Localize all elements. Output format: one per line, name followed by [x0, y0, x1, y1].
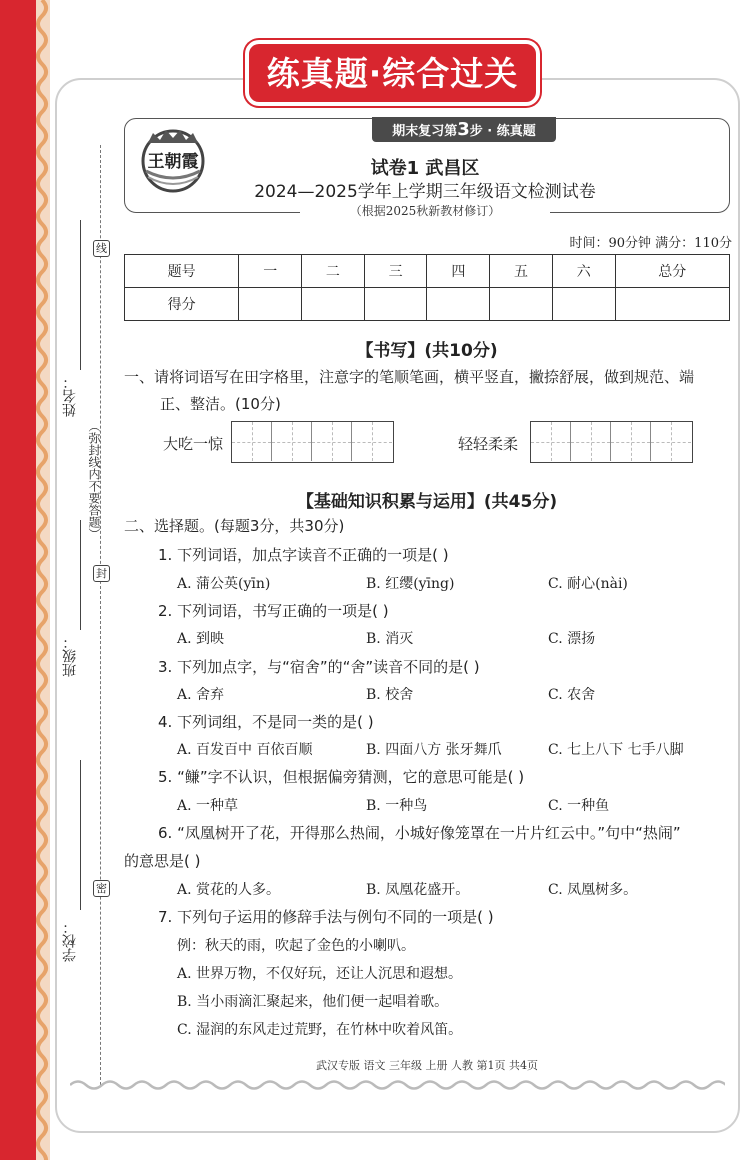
logo-text: 王朝霞 — [147, 152, 199, 172]
word2-label: 轻轻柔柔 — [458, 435, 519, 453]
tian-cell[interactable] — [651, 422, 691, 461]
q2-7-option-a[interactable]: A. 世界万物，不仅好玩，还让人沉思和遐想。 — [177, 966, 463, 982]
school-field[interactable] — [80, 760, 81, 910]
name-label: 姓名： — [62, 375, 78, 417]
exam-title: 试卷1 武昌区 — [370, 158, 480, 179]
score-row — [125, 288, 730, 321]
q2-1-option-b[interactable]: B. 红缨(yīng) — [366, 576, 455, 592]
q2-5-stem: 5. “鳒”字不认识，但根据偏旁猜测，它的意思可能是( ) — [158, 768, 525, 786]
score-cell[interactable] — [615, 288, 729, 321]
score-cell[interactable] — [302, 288, 365, 321]
word1-grid[interactable] — [231, 421, 394, 463]
q2-5-option-c[interactable]: C. 一种鱼 — [548, 798, 610, 814]
q2-3-option-b[interactable]: B. 校舍 — [366, 687, 414, 703]
word2-grid[interactable] — [530, 421, 693, 463]
q2-1-stem: 1. 下列词语，加点字读音不正确的一项是( ) — [158, 546, 449, 564]
score-table — [124, 254, 730, 321]
banner-title: 练真题·综合过关 — [245, 40, 540, 106]
score-cell[interactable] — [490, 288, 553, 321]
q2-6-option-c[interactable]: C. 凤凰树多。 — [548, 882, 638, 898]
q2-5-option-a[interactable]: A. 一种草 — [177, 798, 239, 814]
score-header: 总分 — [615, 255, 729, 288]
q2-2-option-c[interactable]: C. 漂扬 — [548, 631, 596, 647]
tian-cell[interactable] — [531, 422, 571, 461]
step-prefix: 期末复习第 — [392, 124, 458, 139]
q2-6-stem: 6. “凤凰树开了花，开得那么热闹，小城好像笼罩在一片片红云中。”句中“热闹” — [158, 824, 681, 842]
q2-7-stem: 7. 下列句子运用的修辞手法与例句不同的一项是( ) — [158, 908, 494, 926]
word1-label: 大吃一惊 — [163, 435, 224, 453]
tian-cell[interactable] — [312, 422, 352, 461]
score-header: 五 — [490, 255, 553, 288]
q2-4-option-b[interactable]: B. 四面八方 张牙舞爪 — [366, 742, 502, 758]
q2-7-option-c[interactable]: C. 湿润的东风走过荒野，在竹林中吹着风笛。 — [177, 1022, 463, 1038]
publisher-logo — [138, 123, 208, 193]
left-red-strip — [0, 0, 40, 1160]
q1-line2: 正、整洁。(10分) — [160, 395, 281, 413]
q2-2-option-a[interactable]: A. 到映 — [177, 631, 225, 647]
step-tab — [372, 117, 556, 142]
wavy-border — [36, 0, 50, 1160]
score-header: 题号 — [125, 255, 239, 288]
q2-7-option-b[interactable]: B. 当小雨滴汇聚起来，他们便一起唱着歌。 — [177, 994, 449, 1010]
class-label: 班级： — [62, 635, 78, 677]
q2-4-option-c[interactable]: C. 七上八下 七手八脚 — [548, 742, 684, 758]
name-field[interactable] — [80, 220, 81, 370]
seal-tag-mi: 密 — [93, 880, 110, 897]
q2-2-stem: 2. 下列词语，书写正确的一项是( ) — [158, 602, 389, 620]
q2-title: 二、选择题。(每题3分，共30分) — [124, 517, 345, 535]
tian-cell[interactable] — [571, 422, 611, 461]
score-cell[interactable] — [552, 288, 615, 321]
q2-4-stem: 4. 下列词组，不是同一类的是( ) — [158, 713, 374, 731]
score-header: 一 — [239, 255, 302, 288]
q2-2-option-b[interactable]: B. 消灭 — [366, 631, 414, 647]
q2-6-option-b[interactable]: B. 凤凰花盛开。 — [366, 882, 470, 898]
section-basic-head: 【基础知识积累与运用】(共45分) — [296, 492, 558, 512]
q1-line1: 一、请将词语写在田字格里，注意字的笔顺笔画，横平竖直，撇捺舒展，做到规范、端 — [124, 368, 695, 386]
q2-1-option-c[interactable]: C. 耐心(nài) — [548, 576, 628, 592]
score-header: 六 — [552, 255, 615, 288]
score-header: 二 — [302, 255, 365, 288]
q2-7-example: 例：秋天的雨，吹起了金色的小喇叭。 — [177, 938, 415, 954]
score-header: 三 — [364, 255, 427, 288]
tian-cell[interactable] — [611, 422, 651, 461]
q2-1-option-a[interactable]: A. 蒲公英(yīn) — [177, 576, 271, 592]
score-header-row — [125, 255, 730, 288]
tian-cell[interactable] — [272, 422, 312, 461]
exam-meta: 时间：90分钟 满分：110分 — [569, 236, 732, 251]
score-header: 四 — [427, 255, 490, 288]
score-cell[interactable] — [427, 288, 490, 321]
exam-note: （根据2025秋新教材修订） — [300, 202, 550, 219]
q2-3-option-a[interactable]: A. 舍弃 — [177, 687, 225, 703]
school-label: 学校： — [62, 920, 78, 962]
class-field[interactable] — [80, 520, 81, 630]
seal-tag-line: 线 — [93, 240, 110, 257]
seal-line — [100, 145, 101, 1085]
q2-3-option-c[interactable]: C. 农舍 — [548, 687, 596, 703]
seal-warning: （弥封线内不要答题） — [87, 420, 101, 540]
section-writing-head: 【书写】(共10分) — [356, 341, 498, 361]
footer-wave-decoration — [70, 1078, 725, 1092]
seal-tag-seal: 封 — [93, 565, 110, 582]
q2-4-option-a[interactable]: A. 百发百中 百依百顺 — [177, 742, 313, 758]
q2-5-option-b[interactable]: B. 一种鸟 — [366, 798, 428, 814]
score-row-label: 得分 — [125, 288, 239, 321]
score-cell[interactable] — [364, 288, 427, 321]
score-cell[interactable] — [239, 288, 302, 321]
exam-subtitle: 2024—2025学年上学期三年级语文检测试卷 — [254, 182, 596, 202]
q2-6-stem-cont: 的意思是( ) — [124, 852, 201, 870]
q2-3-stem: 3. 下列加点字，与“宿舍”的“舍”读音不同的是( ) — [158, 658, 480, 676]
tian-cell[interactable] — [352, 422, 392, 461]
tian-cell[interactable] — [232, 422, 272, 461]
step-suffix: 步 · 练真题 — [469, 124, 536, 139]
q2-6-option-a[interactable]: A. 赏花的人多。 — [177, 882, 281, 898]
step-num: 3 — [457, 119, 470, 140]
page-footer: 武汉专版 语文 三年级 上册 人教 第1页 共4页 — [316, 1059, 538, 1072]
